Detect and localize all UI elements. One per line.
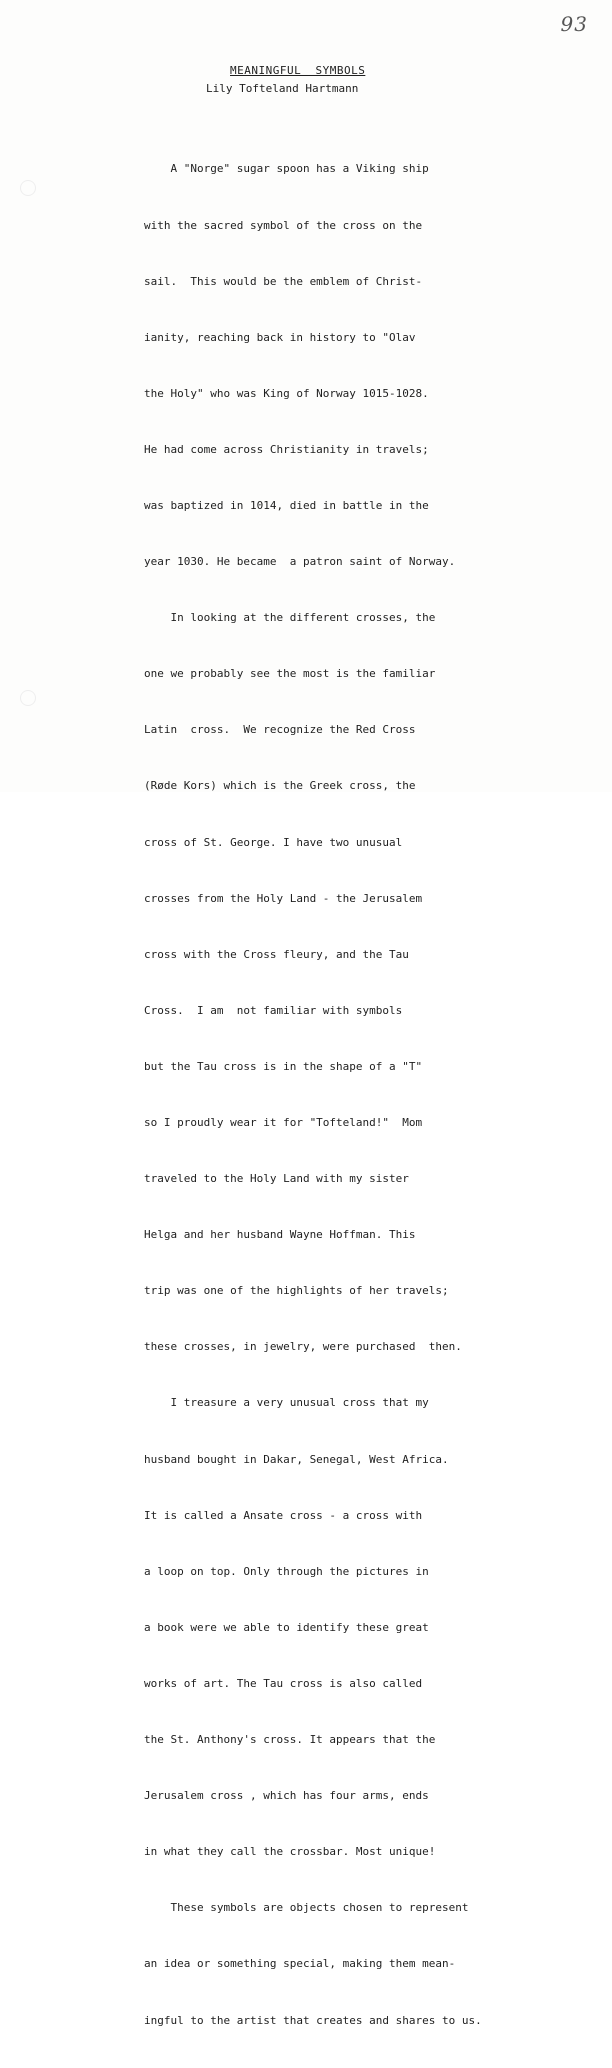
text-line: A "Norge" sugar spoon has a Viking ship	[144, 162, 429, 176]
text-line: these crosses, in jewelry, were purchased then.	[144, 1340, 462, 1354]
text-line: cross with the Cross fleury, and the Tau	[144, 947, 409, 961]
author-name: Lily Tofteland Hartmann	[206, 82, 359, 95]
text-line: husband bought in Dakar, Senegal, West Africa.	[144, 1452, 449, 1466]
document-title: MEANINGFUL SYMBOLS	[230, 64, 366, 77]
text-line: I treasure a very unusual cross that my	[144, 1396, 429, 1410]
text-line: Cross. I am not familiar with symbols	[144, 1003, 403, 1017]
punch-hole-mark	[20, 690, 36, 706]
text-line: with the sacred symbol of the cross on the	[144, 218, 423, 232]
text-line: Latin cross. We recognize the Red Cross	[144, 723, 416, 737]
text-line: Helga and her husband Wayne Hoffman. This	[144, 1228, 416, 1242]
text-line: These symbols are objects chosen to represent	[144, 1901, 469, 1915]
text-line: He had come across Christianity in travels;	[144, 442, 429, 456]
text-line: a book were we able to identify these great	[144, 1620, 429, 1634]
text-line: one we probably see the most is the familiar	[144, 667, 436, 681]
text-line: (Røde Kors) which is the Greek cross, the	[144, 779, 416, 793]
text-line: ingful to the artist that creates and shares to us.	[144, 2013, 482, 2027]
text-line: year 1030. He became a patron saint of Norway.	[144, 555, 456, 569]
punch-hole-mark	[20, 180, 36, 196]
text-line: Jerusalem cross , which has four arms, ends	[144, 1789, 429, 1803]
text-line: was baptized in 1014, died in battle in the	[144, 498, 429, 512]
text-line: an idea or something special, making them mean-	[144, 1957, 456, 1971]
text-line: sail. This would be the emblem of Christ-	[144, 274, 423, 288]
text-line: traveled to the Holy Land with my sister	[144, 1172, 409, 1186]
body-text	[144, 123, 482, 2068]
text-line: ianity, reaching back in history to "Olav	[144, 330, 416, 344]
text-line: so I proudly wear it for "Tofteland!" Mom	[144, 1116, 423, 1129]
text-line: crosses from the Holy Land - the Jerusalem	[144, 891, 423, 905]
page-number: 93	[560, 12, 588, 36]
text-line: in what they call the crossbar. Most unique!	[144, 1845, 436, 1859]
text-line: the Holy" who was King of Norway 1015-1028.	[144, 386, 429, 400]
text-line: but the Tau cross is in the shape of a "T"	[144, 1059, 423, 1073]
text-line: a loop on top. Only through the pictures in	[144, 1564, 429, 1578]
text-line: cross of St. George. I have two unusual	[144, 835, 403, 849]
text-line: the St. Anthony's cross. It appears that the	[144, 1733, 436, 1747]
text-line: works of art. The Tau cross is also called	[144, 1676, 423, 1690]
text-line: It is called a Ansate cross - a cross with	[144, 1508, 423, 1522]
text-line: trip was one of the highlights of her travels;	[144, 1284, 449, 1298]
text-line: In looking at the different crosses, the	[144, 611, 436, 625]
